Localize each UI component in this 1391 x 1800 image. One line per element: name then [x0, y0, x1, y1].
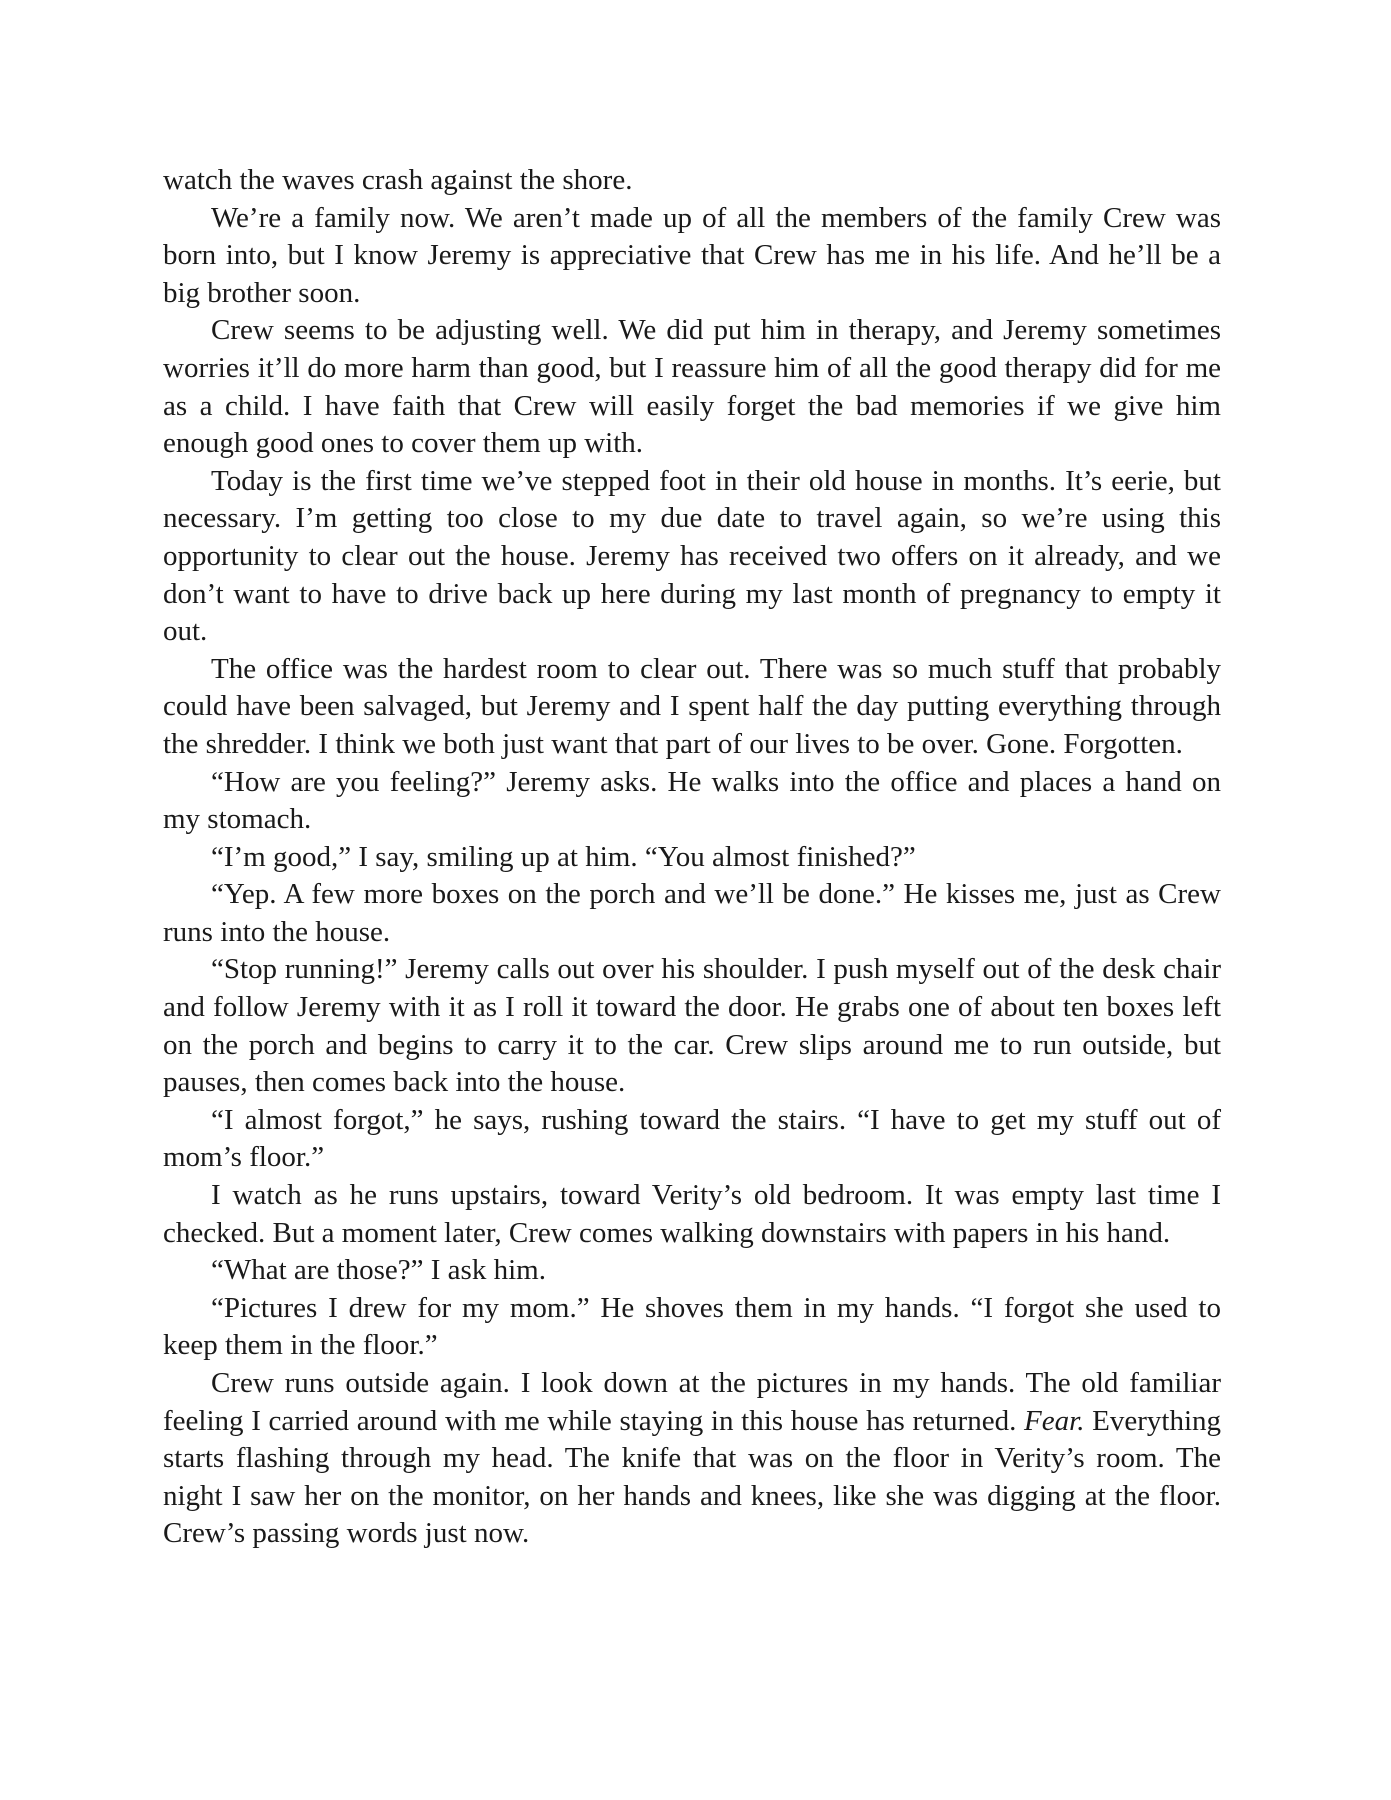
paragraph-2: We’re a family now. We aren’t made up of all the members of the family Crew was born into, but I know Jeremy is appreciative that Crew has me in his life. And he’ll be a big brother soon.: [163, 201, 1221, 309]
paragraph-1: watch the waves crash against the shore.: [163, 164, 633, 196]
paragraph-14: [163, 1365, 1221, 1553]
paragraph-8: “Yep. A few more boxes on the porch and we’ll be done.” He kisses me, just as Crew runs into the house.: [163, 878, 1221, 948]
paragraph-10: “I almost forgot,” he says, rushing toward the stairs. “I have to get my stuff out of mom’s floor.”: [163, 1103, 1221, 1174]
paragraph-14-after: Everything starts flashing through my head. The knife that was on the floor in Verity’s room. The night I saw her on the monitor, on her hands and knees, like she was digging at the floor. Crew’s passing words just now.: [163, 1404, 1222, 1550]
paragraph-6: “How are you feeling?” Jeremy asks. He walks into the office and places a hand on my stomach.: [163, 765, 1221, 836]
paragraph-5: The office was the hardest room to clear out. There was so much stuff that probably could have been salvaged, but Jeremy and I spent half the day putting everything through the shredder. I think we both just want that part of our lives to be over. Gone. Forgotten.: [163, 652, 1221, 760]
paragraph-4: Today is the first time we’ve stepped foot in their old house in months. It’s eerie, but necessary. I’m getting too close to my due date to travel again, so we’re using this opportunity to clear out the house. Jeremy has received two offers on it already, and we don’t want to have to drive back up here during my last month of pregnancy to empty it out.: [163, 464, 1221, 648]
paragraph-14-before: Crew runs outside again. I look down at the pictures in my hands. The old familiar feeling I carried around with me while staying in this house has returned.: [163, 1367, 1221, 1437]
paragraph-12: “What are those?” I ask him.: [211, 1254, 546, 1287]
paragraph-11: I watch as he runs upstairs, toward Verity’s old bedroom. It was empty last time I checked. But a moment later, Crew comes walking downstairs with papers in his hand.: [163, 1179, 1221, 1249]
paragraph-9: “Stop running!” Jeremy calls out over his shoulder. I push myself out of the desk chair and follow Jeremy with it as I roll it toward the door. He grabs one of about ten boxes left on the porch and begins to carry it to the car. Crew slips around me to run outside, but pauses, then comes back into the house.: [163, 953, 1221, 1099]
page-body-text: [163, 162, 1221, 1553]
paragraph-13: “Pictures I drew for my mom.” He shoves them in my hands. “I forgot she used to keep them in the floor.”: [163, 1291, 1221, 1362]
paragraph-3: Crew seems to be adjusting well. We did put him in therapy, and Jeremy sometimes worries it’ll do more harm than good, but I reassure him of all the good therapy did for me as a child. I have faith that Crew will easily forget the bad memories if we give him enough good ones to cover them up with.: [163, 314, 1221, 460]
paragraph-14-emphasis: Fear.: [1024, 1404, 1085, 1437]
paragraph-7: “I’m good,” I say, smiling up at him. “You almost finished?”: [211, 840, 916, 873]
